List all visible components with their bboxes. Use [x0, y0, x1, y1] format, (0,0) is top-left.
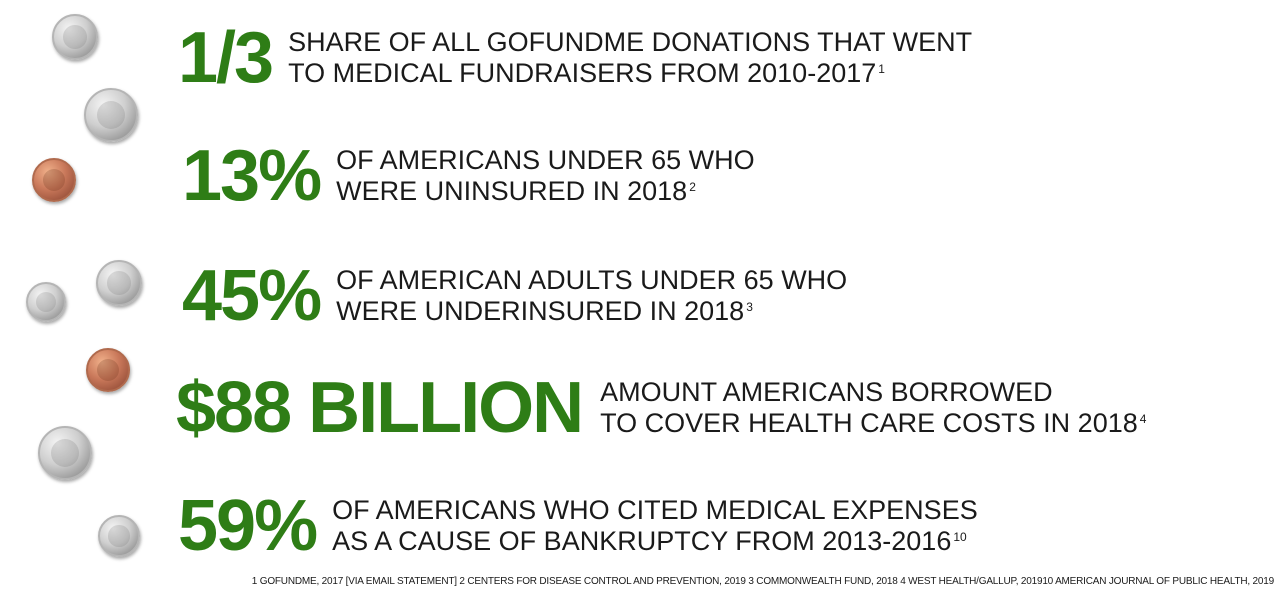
stat-row [178, 486, 978, 566]
stat-figure: 1/3 [178, 18, 273, 98]
stat-description [600, 377, 1146, 439]
sources-footnote: 1 GOFUNDME, 2017 [VIA EMAIL STATEMENT] 2 CENTERS FOR DISEASE CONTROL AND PREVENTION, 2019 3 COMMONWEALTH FUND, 2018 4 WEST HEALTH/GALLUP, 201910 AMERICAN JOURNAL OF PUBLIC HEALTH, 2019 [251, 576, 1274, 587]
footnote-marker: 10 [953, 530, 967, 544]
stat-description-line: TO COVER HEALTH CARE COSTS IN 2018 [600, 408, 1138, 438]
stat-row [178, 18, 973, 98]
stat-description [288, 27, 972, 89]
dime-coin-icon [26, 282, 66, 322]
stat-figure: 13% [182, 136, 321, 216]
footnote-marker: 3 [746, 300, 753, 314]
quarter-coin-icon [84, 88, 138, 142]
quarter-coin-icon [38, 426, 92, 480]
stat-description-line: OF AMERICANS UNDER 65 WHO [336, 145, 755, 175]
stat-description-line: AS A CAUSE OF BANKRUPTCY FROM 2013-2016 [332, 526, 952, 556]
stat-description-line: WERE UNINSURED IN 2018 [336, 176, 688, 206]
stat-figure: $88 BILLION [176, 368, 583, 448]
stat-description-line: SHARE OF ALL GOFUNDME DONATIONS THAT WENT [288, 27, 973, 57]
dime-coin-icon [52, 14, 98, 60]
stat-description-line: WERE UNDERINSURED IN 2018 [336, 296, 745, 326]
stat-row [182, 136, 755, 216]
footnote-marker: 4 [1139, 412, 1147, 426]
footnote-marker: 1 [878, 62, 885, 76]
stat-figure: 45% [182, 256, 321, 336]
penny-coin-icon [86, 348, 130, 392]
stat-row [182, 256, 848, 336]
stat-row [176, 368, 1147, 448]
stat-figure: 59% [178, 486, 317, 566]
footnote-marker: 2 [689, 180, 696, 194]
stat-description [332, 495, 978, 557]
stat-description-line: TO MEDICAL FUNDRAISERS FROM 2010-2017 [288, 58, 877, 88]
dime-coin-icon [96, 260, 142, 306]
penny-coin-icon [32, 158, 76, 202]
dime-coin-icon [98, 515, 140, 557]
stat-description [336, 145, 755, 207]
stat-description-line: AMOUNT AMERICANS BORROWED [600, 377, 1053, 407]
stat-description-line: OF AMERICAN ADULTS UNDER 65 WHO [336, 265, 848, 295]
stat-description-line: OF AMERICANS WHO CITED MEDICAL EXPENSES [332, 495, 978, 525]
stat-description [336, 265, 847, 327]
